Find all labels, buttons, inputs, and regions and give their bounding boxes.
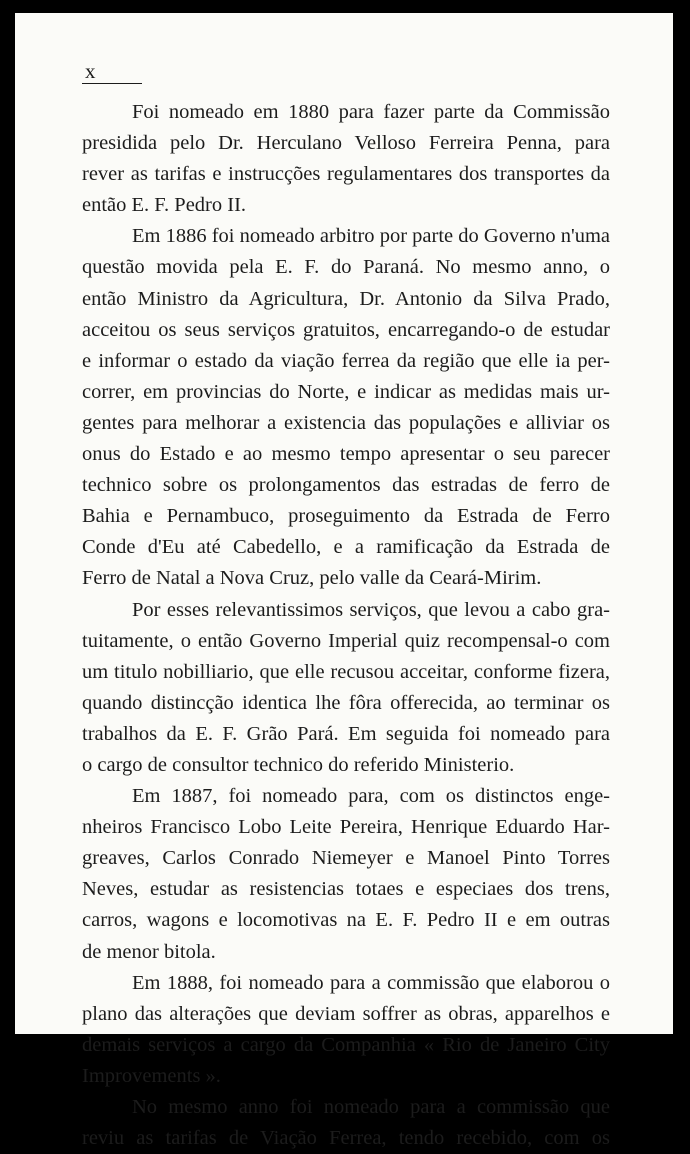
- paragraph-5-line-3: demais serviços a cargo da Companhia « Rio de Janeiro City: [82, 1033, 610, 1056]
- paragraph-3-line-6: o cargo de consultor technico do referido Ministerio.: [82, 753, 515, 776]
- paragraph-2-line-8: onus do Estado e ao mesmo tempo apresentar o seu parecer: [82, 443, 610, 466]
- paragraph-2-line-11: Conde d'Eu até Cabedello, e a ramificação da Estrada de: [82, 536, 610, 559]
- page-text: [82, 97, 610, 1154]
- paragraph-2-line-2: questão movida pela E. F. do Paraná. No mesmo anno, o: [82, 256, 610, 279]
- paragraph-6-line-1: No mesmo anno foi nomeado para a commissão que: [132, 1096, 610, 1118]
- page-number: x: [85, 59, 96, 83]
- paragraph-3-line-2: tuitamente, o então Governo Imperial quiz recompensal-o com: [82, 629, 610, 652]
- paragraph-3-line-4: quando distincção identica lhe fôra offerecida, ao terminar os: [82, 691, 610, 714]
- paragraph-5-line-1: Em 1888, foi nomeado para a commissão que elaborou o: [132, 971, 610, 994]
- paragraph-2-line-5: e informar o estado da viação ferrea da região que elle ia per-: [82, 349, 610, 372]
- paragraph-2-line-12: Ferro de Natal a Nova Cruz, pelo valle da Ceará-Mirim.: [82, 567, 542, 590]
- paragraph-5-line-4: Improvements ».: [82, 1064, 221, 1087]
- paragraph-2-line-1: Em 1886 foi nomeado arbitro por parte do Governo n'uma: [132, 225, 610, 248]
- paragraph-4-line-5: carros, wagons e locomotivas na E. F. Pedro II e em outras: [82, 909, 610, 932]
- paragraph-1-line-3: rever as tarifas e instrucções regulamentares dos transportes da: [82, 163, 610, 186]
- book-page: [15, 13, 673, 1150]
- paragraph-1-line-4: então E. F. Pedro II.: [82, 194, 247, 217]
- paragraph-3-line-5: trabalhos da E. F. Grão Pará. Em seguida foi nomeado para: [82, 722, 610, 745]
- paragraph-1-line-2: presidida pelo Dr. Herculano Velloso Ferreira Penna, para: [82, 132, 610, 155]
- paragraph-3-line-3: um titulo nobilliario, que elle recusou acceitar, conforme fizera,: [82, 660, 610, 683]
- paragraph-2-line-9: technico sobre os prolongamentos das estradas de ferro de: [82, 474, 610, 497]
- paragraph-5-line-2: plano das alterações que deviam soffrer as obras, apparelhos e: [82, 1002, 610, 1025]
- paragraph-4-line-4: Neves, estudar as resistencias totaes e especiaes dos trens,: [82, 878, 610, 901]
- paragraph-4-line-3: greaves, Carlos Conrado Niemeyer e Manoel Pinto Torres: [82, 847, 610, 870]
- paragraph-2-line-6: correr, em provincias do Norte, e indicar as medidas mais ur-: [82, 380, 610, 403]
- paragraph-2-line-3: então Ministro da Agricultura, Dr. Antonio da Silva Prado,: [82, 287, 610, 310]
- paragraph-2-line-10: Bahia e Pernambuco, proseguimento da Estrada de Ferro: [82, 505, 610, 528]
- paragraph-3-line-1: Por esses relevantissimos serviços, que levou a cabo gra-: [132, 598, 610, 621]
- paragraph-4-line-1: Em 1887, foi nomeado para, com os distinctos enge-: [132, 785, 610, 808]
- paragraph-2-line-7: gentes para melhorar a existencia das populações e alliviar os: [82, 411, 610, 434]
- paragraph-4-line-2: nheiros Francisco Lobo Leite Pereira, Henrique Eduardo Har-: [82, 816, 610, 839]
- page-number-rule: [82, 83, 142, 84]
- paragraph-2-line-4: acceitou os seus serviços gratuitos, encarregando-o de estudar: [82, 318, 610, 341]
- paragraph-1-line-1: Foi nomeado em 1880 para fazer parte da Commissão: [132, 101, 610, 123]
- paragraph-6-line-2: reviu as tarifas de Viação Ferrea, tendo recebido, com os: [82, 1127, 610, 1150]
- paragraph-4-line-6: de menor bitola.: [82, 940, 216, 963]
